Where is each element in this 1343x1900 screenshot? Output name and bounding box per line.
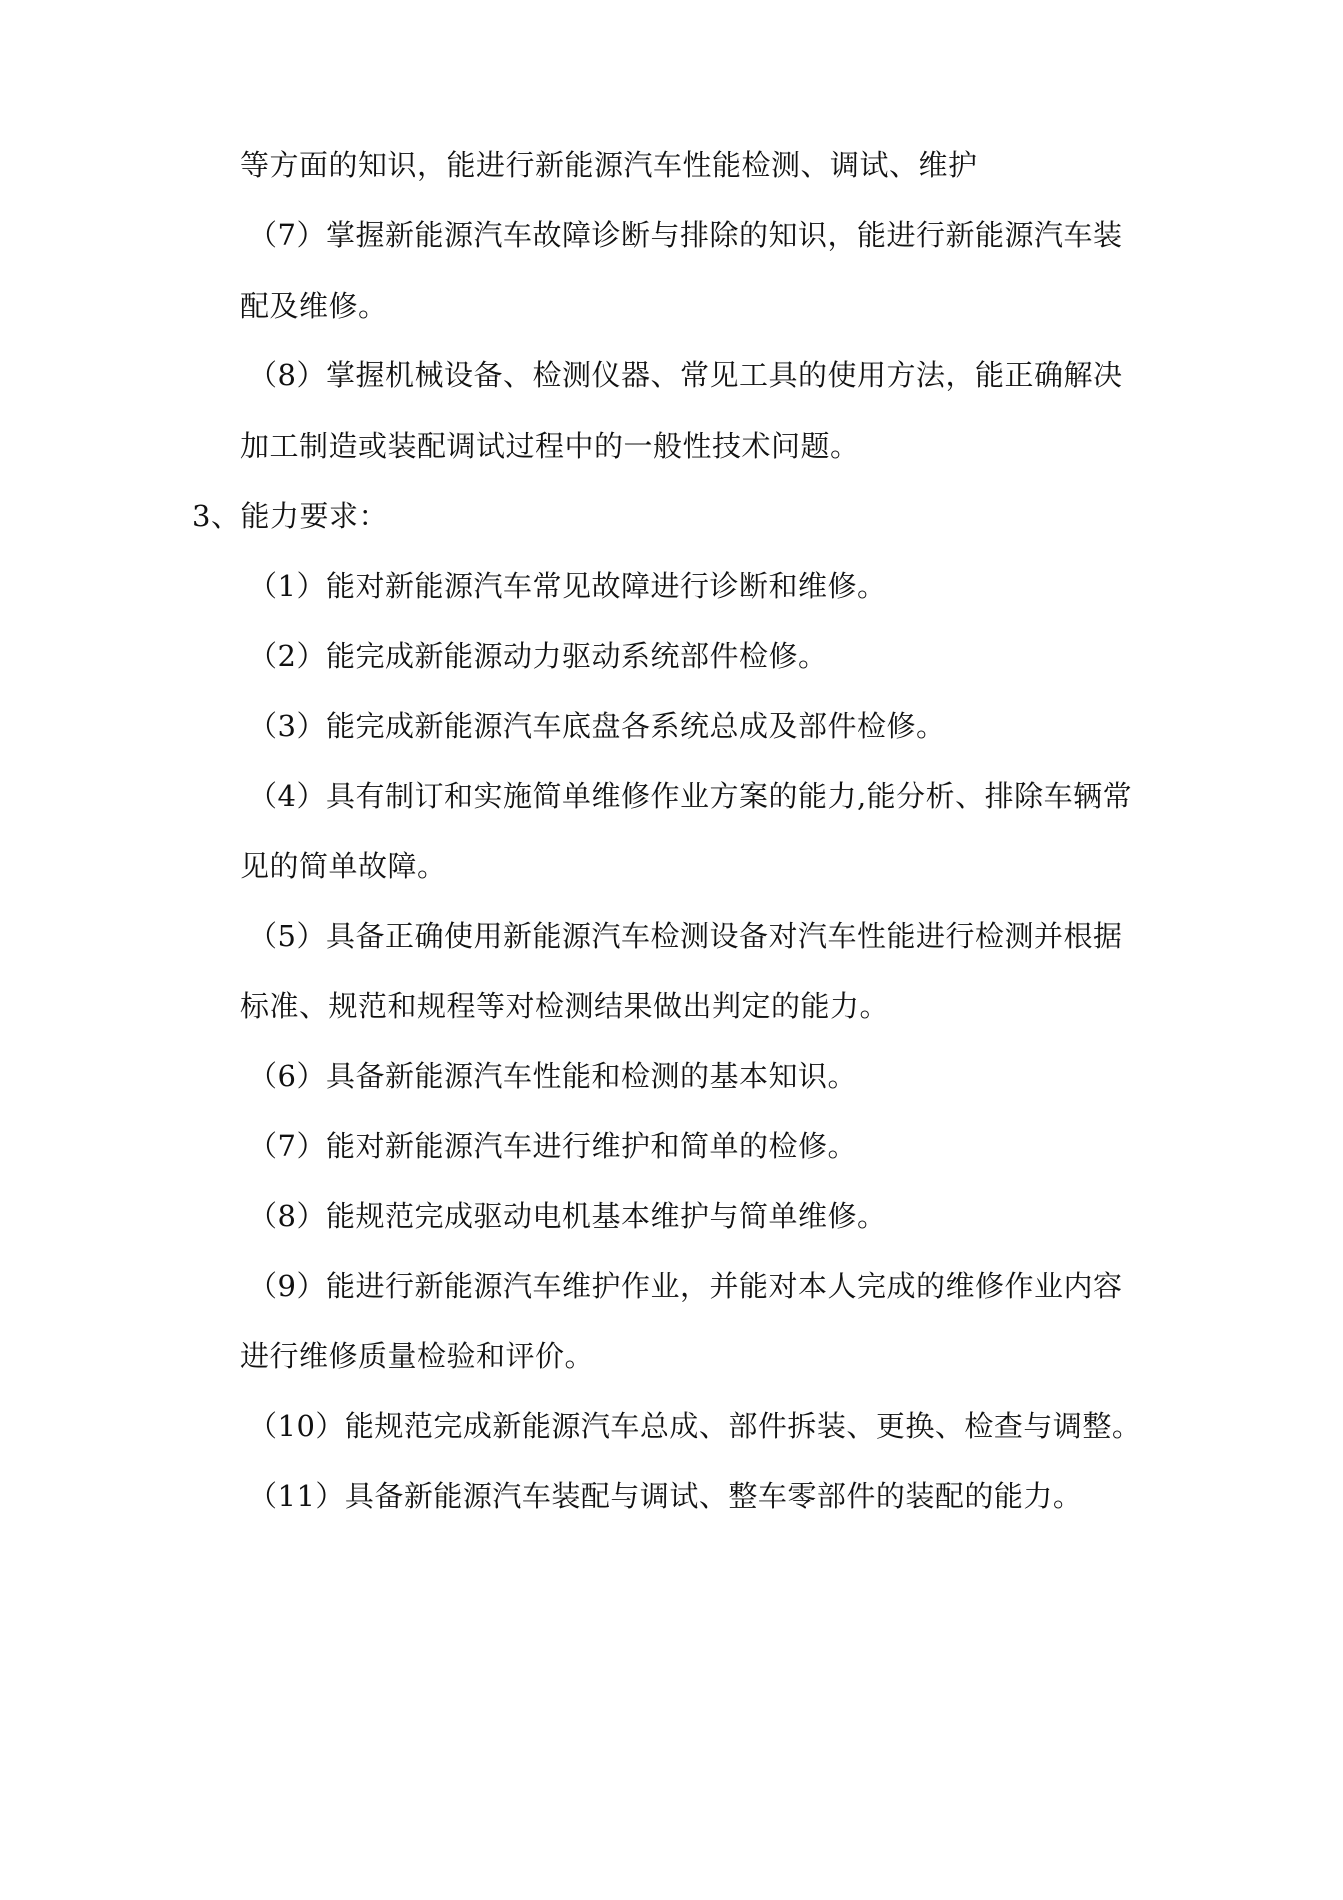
- list-item: （9）能进行新能源汽车维护作业，并能对本人完成的维修作业内容: [248, 1269, 1123, 1303]
- text-line: （7）掌握新能源汽车故障诊断与排除的知识，能进行新能源汽车装: [248, 218, 1123, 252]
- list-item: （1）能对新能源汽车常见故障进行诊断和维修。: [248, 569, 887, 603]
- text-line: （8）掌握机械设备、检测仪器、常见工具的使用方法，能正确解决: [248, 358, 1123, 392]
- list-item: （4）具有制订和实施简单维修作业方案的能力,能分析、排除车辆常: [248, 779, 1133, 813]
- text-line: 见的简单故障。: [240, 849, 447, 883]
- list-item: （5）具备正确使用新能源汽车检测设备对汽车性能进行检测并根据: [248, 919, 1123, 953]
- text-line: 配及维修。: [240, 289, 388, 323]
- list-item: （7）能对新能源汽车进行维护和简单的检修。: [248, 1129, 857, 1163]
- text-line: 标准、规范和规程等对检测结果做出判定的能力。: [240, 989, 890, 1023]
- list-item: （8）能规范完成驱动电机基本维护与简单维修。: [248, 1199, 887, 1233]
- list-item: （2）能完成新能源动力驱动系统部件检修。: [248, 639, 828, 673]
- list-item: （3）能完成新能源汽车底盘各系统总成及部件检修。: [248, 709, 946, 743]
- text-line: 加工制造或装配调试过程中的一般性技术问题。: [240, 429, 860, 463]
- section-heading: 3、能力要求：: [192, 499, 388, 533]
- text-line: 等方面的知识，能进行新能源汽车性能检测、调试、维护: [240, 148, 978, 182]
- list-item: （11）具备新能源汽车装配与调试、整车零部件的装配的能力。: [248, 1479, 1083, 1513]
- text-line: 进行维修质量检验和评价。: [240, 1339, 595, 1373]
- list-item: （10）能规范完成新能源汽车总成、部件拆装、更换、检查与调整。: [248, 1409, 1142, 1443]
- list-item: （6）具备新能源汽车性能和检测的基本知识。: [248, 1059, 857, 1093]
